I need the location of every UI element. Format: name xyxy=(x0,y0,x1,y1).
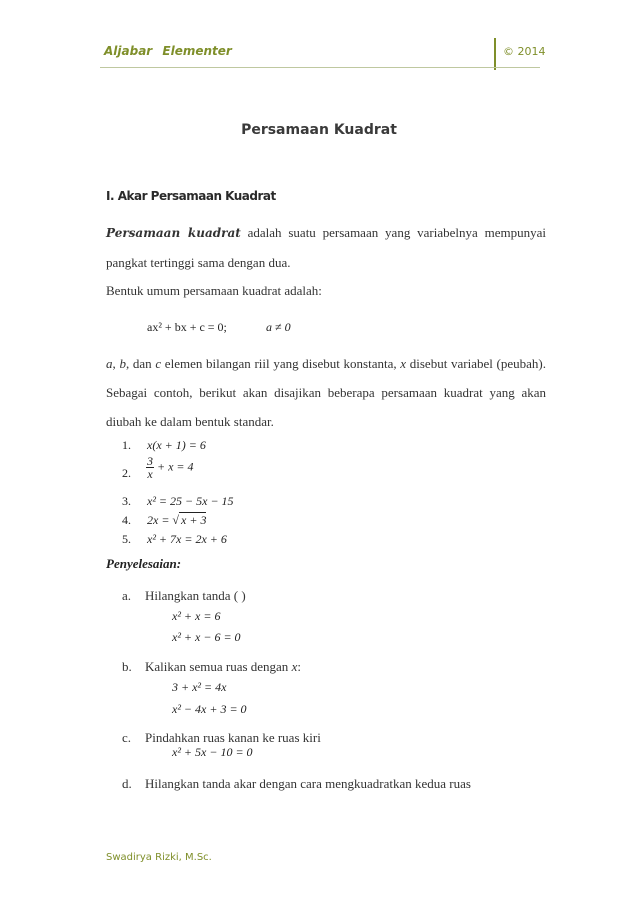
description-paragraph xyxy=(106,349,546,436)
var-x: x xyxy=(400,356,407,371)
step-label: a. xyxy=(122,588,132,603)
var-a: a xyxy=(106,356,113,371)
var-c: c xyxy=(155,356,162,371)
header-divider xyxy=(494,38,496,70)
step-equation: x² + x = 6 xyxy=(172,609,221,623)
step-text: Pindahkan ruas kanan ke ruas kiri xyxy=(145,730,321,745)
step-text: Hilangkan tanda ( ) xyxy=(145,588,246,603)
intro-term: Persamaan kuadrat xyxy=(106,226,241,240)
step-text: Hilangkan tanda akar dengan cara mengkuadratkan kedua ruas xyxy=(145,776,471,791)
step-label: c. xyxy=(122,730,132,745)
general-form-condition: a ≠ 0 xyxy=(266,320,291,334)
step-label: b. xyxy=(122,659,132,674)
problem-expression: x² + 7x = 2x + 6 xyxy=(147,532,227,546)
fraction xyxy=(146,455,154,480)
header-title: Aljabar Elementer xyxy=(104,44,232,58)
intro-text: adalah suatu persamaan yang variabelnya mempunyai pangkat tertinggi sama dengan dua. xyxy=(106,225,546,270)
step-text-main: Kalikan semua ruas dengan xyxy=(145,659,292,674)
problem-expression: x(x + 1) = 6 xyxy=(147,438,206,452)
solution-label: Penyelesaian: xyxy=(106,556,182,571)
desc-text-4: disebut variabel (peubah). Sebagai contoh, berikut akan disajikan beberapa persamaan kuadrat yang akan diubah ke dalam bentuk standar. xyxy=(106,356,547,429)
desc-text-1: , xyxy=(112,356,120,371)
problem-expression xyxy=(147,513,206,528)
step-equation: x² + x − 6 = 0 xyxy=(172,630,241,644)
problem-number: 1. xyxy=(122,438,131,452)
problem-number: 4. xyxy=(122,513,131,527)
desc-text-3: elemen bilangan riil yang disebut konstanta, xyxy=(161,356,401,371)
radicand: x + 3 xyxy=(181,513,207,527)
step-var: x xyxy=(291,659,298,674)
fraction-numerator: 3 xyxy=(147,454,153,468)
section-heading: I. Akar Persamaan Kuadrat xyxy=(106,189,276,203)
step-equation: x² − 4x + 3 = 0 xyxy=(172,702,247,716)
step-colon: : xyxy=(297,659,301,674)
problem-number: 5. xyxy=(122,532,131,546)
problem-number: 2. xyxy=(122,466,131,480)
step-equation: x² + 5x − 10 = 0 xyxy=(172,745,253,759)
general-form-intro: Bentuk umum persamaan kuadrat adalah: xyxy=(106,283,322,298)
intro-paragraph xyxy=(106,218,546,277)
desc-text-2: , dan xyxy=(125,356,156,371)
problem-lhs: 2x = √ xyxy=(147,513,180,527)
header-rule xyxy=(100,67,540,68)
header-copyright: © 2014 xyxy=(503,45,546,58)
fraction-denominator: x xyxy=(147,467,153,481)
var-b: b xyxy=(119,356,126,371)
step-text xyxy=(145,659,301,675)
problem-number: 3. xyxy=(122,494,131,508)
problem-expression: x² = 25 − 5x − 15 xyxy=(147,494,234,508)
problem-expression-rest: + x = 4 xyxy=(157,459,194,474)
general-form-equation: ax² + bx + c = 0; xyxy=(147,320,227,334)
step-label: d. xyxy=(122,776,132,791)
problem-expression xyxy=(146,455,194,480)
footer-author: Swadirya Rizki, M.Sc. xyxy=(106,852,212,863)
step-equation: 3 + x² = 4x xyxy=(172,680,227,694)
page-title: Persamaan Kuadrat xyxy=(241,122,397,138)
